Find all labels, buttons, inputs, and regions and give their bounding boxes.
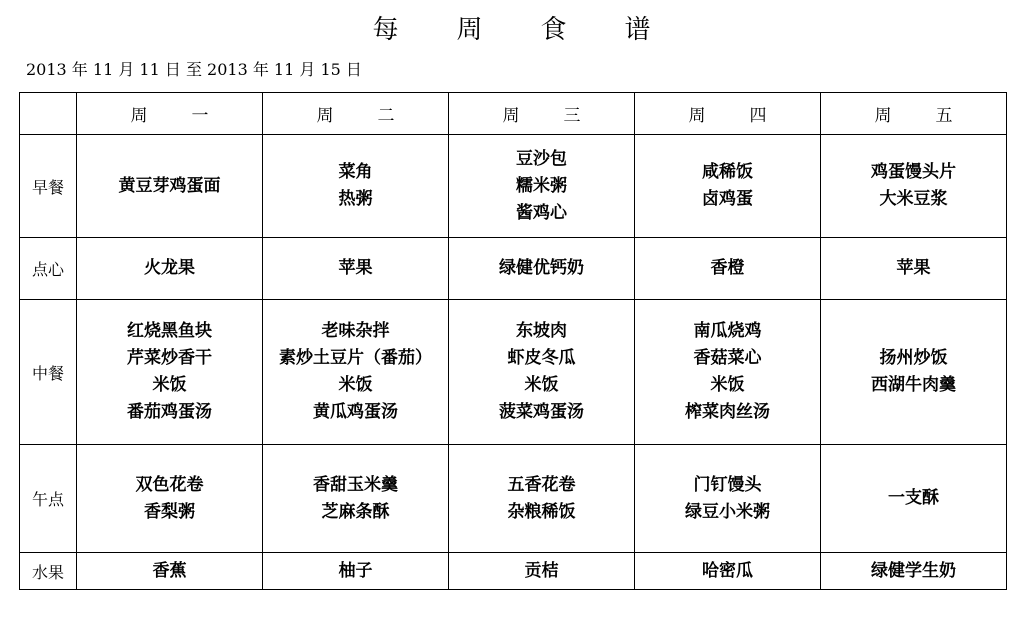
dish: 香橙 bbox=[710, 258, 745, 278]
snack-row bbox=[20, 238, 1007, 300]
dish: 双色花卷 bbox=[135, 474, 204, 495]
dish: 芝麻条酥 bbox=[321, 501, 390, 522]
dish: 虾皮冬瓜 bbox=[507, 348, 576, 368]
dish: 南瓜烧鸡 bbox=[693, 321, 762, 341]
afternoon-fri-cell bbox=[821, 445, 1007, 553]
dish: 米饭 bbox=[338, 375, 373, 395]
snack-thu-cell bbox=[635, 238, 821, 300]
dish: 扬州炒饭 bbox=[879, 348, 948, 368]
meal-label-snack: 点心 bbox=[20, 238, 77, 300]
lunch-row bbox=[20, 300, 1007, 445]
dish: 酱鸡心 bbox=[516, 202, 567, 223]
day-header-wed: 周 三 bbox=[449, 93, 635, 135]
dish: 苹果 bbox=[896, 258, 931, 278]
dish: 绿豆小米粥 bbox=[685, 501, 770, 522]
dish: 素炒土豆片（番茄） bbox=[279, 348, 432, 368]
day-header-tue: 周 二 bbox=[263, 93, 449, 135]
corner-cell bbox=[20, 93, 77, 135]
dish: 香菇菜心 bbox=[693, 348, 762, 368]
meal-label-lunch: 中餐 bbox=[20, 300, 77, 445]
dish: 贡桔 bbox=[524, 560, 559, 581]
title-char: 谱 bbox=[624, 15, 651, 45]
breakfast-wed-cell bbox=[449, 135, 635, 238]
page-title bbox=[0, 12, 1023, 48]
dish: 香蕉 bbox=[152, 560, 187, 581]
dish: 米饭 bbox=[152, 375, 187, 395]
dish: 黄瓜鸡蛋汤 bbox=[313, 402, 398, 422]
dish: 西湖牛肉羹 bbox=[871, 375, 956, 395]
dish: 门钉馒头 bbox=[693, 474, 762, 495]
dish: 绿健学生奶 bbox=[871, 560, 956, 581]
meal-label-breakfast: 早餐 bbox=[20, 135, 77, 238]
afternoon-wed-cell bbox=[449, 445, 635, 553]
dish: 番茄鸡蛋汤 bbox=[127, 402, 212, 422]
weekly-menu-table bbox=[19, 92, 1007, 590]
dish: 卤鸡蛋 bbox=[702, 189, 753, 209]
title-char: 每 bbox=[372, 15, 399, 45]
dish: 菠菜鸡蛋汤 bbox=[499, 402, 584, 422]
title-char: 食 bbox=[540, 15, 567, 45]
dish: 黄豆芽鸡蛋面 bbox=[118, 175, 221, 196]
dish: 米饭 bbox=[524, 375, 559, 395]
snack-wed-cell bbox=[449, 238, 635, 300]
afternoon-snack-row bbox=[20, 445, 1007, 553]
breakfast-fri-cell bbox=[821, 135, 1007, 238]
dish: 热粥 bbox=[338, 189, 373, 209]
snack-tue-cell bbox=[263, 238, 449, 300]
meal-label-afternoon: 午点 bbox=[20, 445, 77, 553]
lunch-fri-cell bbox=[821, 300, 1007, 445]
fruit-row bbox=[20, 553, 1007, 590]
lunch-thu-cell bbox=[635, 300, 821, 445]
dish: 哈密瓜 bbox=[702, 560, 753, 581]
meal-label-fruit: 水果 bbox=[20, 553, 77, 590]
snack-fri-cell bbox=[821, 238, 1007, 300]
dish: 糯米粥 bbox=[516, 175, 567, 196]
dish: 榨菜肉丝汤 bbox=[685, 402, 770, 422]
fruit-fri-cell bbox=[821, 553, 1007, 590]
dish: 柚子 bbox=[338, 560, 373, 581]
dish: 大米豆浆 bbox=[879, 189, 948, 209]
breakfast-tue-cell bbox=[263, 135, 449, 238]
fruit-wed-cell bbox=[449, 553, 635, 590]
fruit-thu-cell bbox=[635, 553, 821, 590]
afternoon-mon-cell bbox=[77, 445, 263, 553]
date-range: 2013 年 11 月 11 日 至 2013 年 11 月 15 日 bbox=[26, 60, 362, 79]
dish: 红烧黑鱼块 bbox=[127, 321, 212, 341]
day-header-fri: 周 五 bbox=[821, 93, 1007, 135]
fruit-mon-cell bbox=[77, 553, 263, 590]
lunch-tue-cell bbox=[263, 300, 449, 445]
dish: 杂粮稀饭 bbox=[507, 501, 576, 522]
dish: 老味杂拌 bbox=[321, 321, 390, 341]
title-char: 周 bbox=[456, 15, 483, 45]
fruit-tue-cell bbox=[263, 553, 449, 590]
dish: 东坡肉 bbox=[516, 321, 567, 341]
breakfast-mon-cell bbox=[77, 135, 263, 238]
dish: 豆沙包 bbox=[516, 148, 567, 169]
day-header-mon: 周 一 bbox=[77, 93, 263, 135]
breakfast-thu-cell bbox=[635, 135, 821, 238]
dish: 苹果 bbox=[338, 258, 373, 278]
afternoon-tue-cell bbox=[263, 445, 449, 553]
dish: 火龙果 bbox=[144, 258, 195, 278]
afternoon-thu-cell bbox=[635, 445, 821, 553]
dish: 鸡蛋馒头片 bbox=[871, 162, 956, 182]
dish: 咸稀饭 bbox=[702, 162, 753, 182]
snack-mon-cell bbox=[77, 238, 263, 300]
dish: 香甜玉米羹 bbox=[313, 474, 398, 495]
header-row bbox=[20, 93, 1007, 135]
dish: 一支酥 bbox=[888, 488, 939, 508]
dish: 香梨粥 bbox=[144, 501, 195, 522]
breakfast-row bbox=[20, 135, 1007, 238]
lunch-mon-cell bbox=[77, 300, 263, 445]
dish: 菜角 bbox=[338, 162, 373, 182]
dish: 芹菜炒香干 bbox=[127, 348, 212, 368]
dish: 绿健优钙奶 bbox=[499, 258, 584, 278]
dish: 米饭 bbox=[710, 375, 745, 395]
lunch-wed-cell bbox=[449, 300, 635, 445]
day-header-thu: 周 四 bbox=[635, 93, 821, 135]
dish: 五香花卷 bbox=[507, 474, 576, 495]
